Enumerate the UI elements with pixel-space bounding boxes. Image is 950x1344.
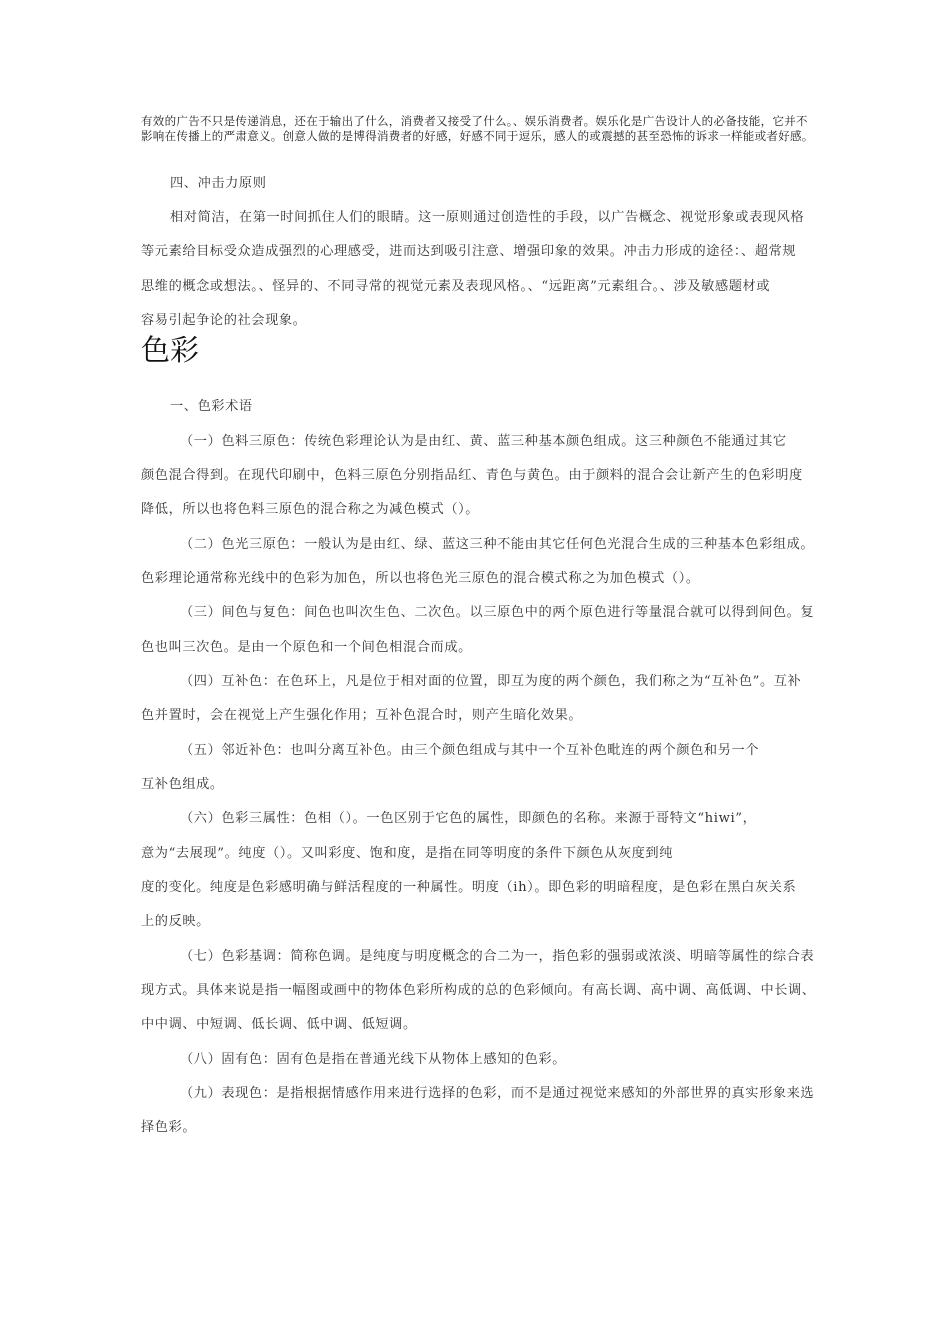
- color-term-line: （五）邻近补色：也叫分离互补色。由三个颜色组成与其中一个互补色毗连的两个颜色和另一个: [180, 743, 760, 758]
- impact-line: 相对简洁，在第一时间抓住人们的眼睛。这一原则通过创造性的手段，以广告概念、视觉形象或表现风格: [170, 210, 805, 225]
- color-term-line: （七）色彩基调：简称色调。是纯度与明度概念的合二为一，指色彩的强弱或浓淡、明暗等属性的综合表: [180, 949, 815, 964]
- impact-line: 思维的概念或想法。、怪异的、不同寻常的视觉元素及表现风格。、“远距离”元素组合。、涉及敏感题材或: [141, 279, 771, 294]
- color-term-line: （二）色光三原色：一般认为是由红、绿、蓝这三种不能由其它任何色光混合生成的三种基本色彩组成。: [180, 537, 815, 552]
- color-term-line: （八）固有色：固有色是指在普通光线下从物体上感知的色彩。: [180, 1052, 567, 1067]
- impact-line: 容易引起争论的社会现象。: [141, 313, 307, 328]
- color-term-line: 上的反映。: [141, 914, 210, 929]
- color-term-line: 现方式。具体来说是指一幅图或画中的物体色彩所构成的总的色彩倾向。有高长调、高中调、高低调、中长调、: [141, 983, 816, 998]
- color-term-line: （六）色彩三属性：色相（）。一色区别于它色的属性，即颜色的名称。来源于哥特文“hiwi”，: [180, 811, 757, 826]
- color-term-line: 色并置时，会在视觉上产生强化作用；互补色混合时，则产生暗化效果。: [141, 708, 583, 723]
- color-term-line: 互补色组成。: [141, 777, 224, 792]
- color-term-line: 降低，所以也将色料三原色的混合称之为减色模式（）。: [141, 502, 480, 517]
- color-term-line: （四）互补色：在色环上，凡是位于相对面的位置，即互为度的两个颜色，我们称之为“互补色”。互补: [180, 674, 802, 689]
- color-terms-heading: 一、色彩术语: [170, 399, 253, 414]
- color-term-line: （一）色料三原色：传统色彩理论认为是由红、黄、蓝三种基本颜色组成。这三种颜色不能通过其它: [180, 434, 787, 449]
- color-term-line: 色也叫三次色。是由一个原色和一个间色相混合而成。: [141, 640, 472, 655]
- color-term-line: 颜色混合得到。在现代印刷中，色料三原色分别指品红、青色与黄色。由于颜料的混合会让新产生的色彩明度: [141, 468, 803, 483]
- color-term-line: （九）表现色：是指根据情感作用来进行选择的色彩，而不是通过视觉来感知的外部世界的真实形象来选: [180, 1086, 815, 1101]
- color-term-line: （三）间色与复色：间色也叫次生色、二次色。以三原色中的两个原色进行等量混合就可以得到间色。复: [180, 605, 815, 620]
- color-term-line: 中中调、中短调、低长调、低中调、低短调。: [141, 1017, 417, 1032]
- intro-paragraph: 有效的广告不只是传递消息，还在于输出了什么，消费者又接受了什么。、娱乐消费者。娱乐化是广告设计人的必备技能，它并不影响在传播上的严肃意义。创意人做的是博得消费者的好感，好感不同于逗乐，感人的或震撼的甚至恐怖的诉求一样能或者好感。: [141, 114, 814, 143]
- section-title: 色彩: [141, 333, 200, 367]
- color-term-line: 意为“去展现”。纯度（）。又叫彩度、饱和度，是指在同等明度的条件下颜色从灰度到纯: [141, 846, 674, 861]
- color-term-line: 度的变化。纯度是色彩感明确与鲜活程度的一种属性。明度（ih）。即色彩的明暗程度，是色彩在黑白灰关系: [141, 880, 797, 895]
- color-term-line: 择色彩。: [141, 1120, 197, 1135]
- impact-heading: 四、冲击力原则: [170, 176, 267, 191]
- impact-line: 等元素给目标受众造成强烈的心理感受，进而达到吸引注意、增强印象的效果。冲击力形成的途径：、超常规: [141, 244, 797, 259]
- color-term-line: 色彩理论通常称光线中的色彩为加色，所以也将色光三原色的混合模式称之为加色模式（）。: [141, 571, 700, 586]
